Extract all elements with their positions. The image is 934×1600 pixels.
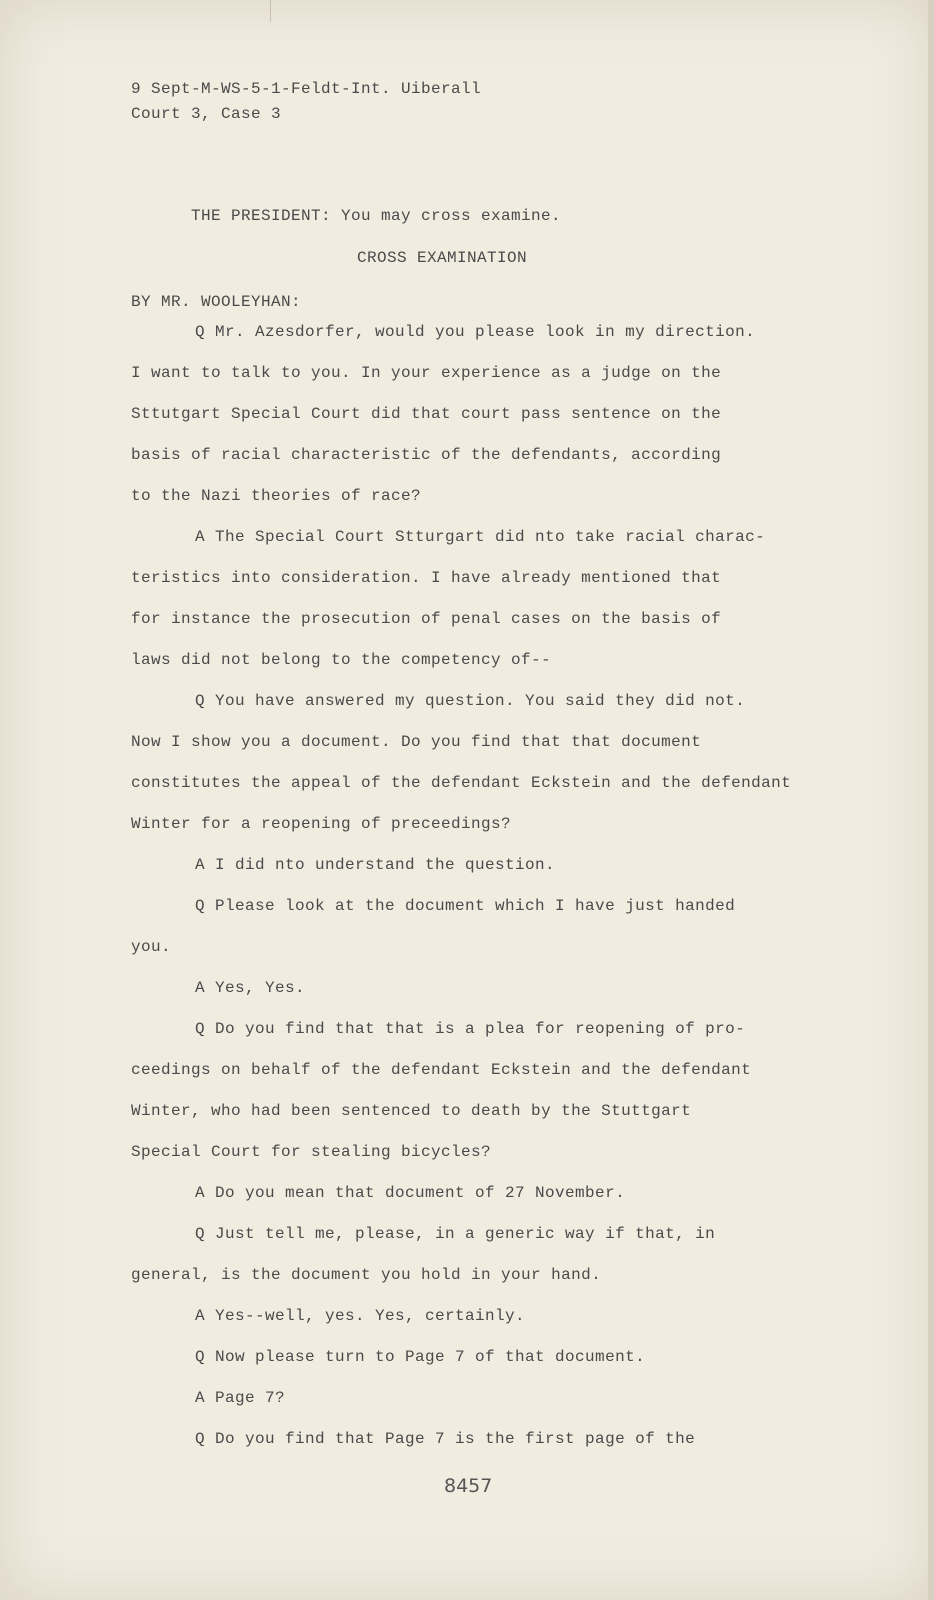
transcript-line: A Do you mean that document of 27 November.: [195, 1184, 626, 1202]
transcript-line: A The Special Court Stturgart did nto take racial charac-: [195, 528, 766, 546]
transcript-line: Special Court for stealing bicycles?: [131, 1143, 492, 1161]
transcript-line: basis of racial characteristic of the defendants, according: [131, 446, 722, 464]
presiding-statement: THE PRESIDENT: You may cross examine.: [191, 207, 562, 225]
transcript-line: Q Do you find that that is a plea for reopening of pro-: [195, 1020, 746, 1038]
transcript-line: laws did not belong to the competency of--: [131, 651, 552, 669]
transcript-line: Q Mr. Azesdorfer, would you please look in my direction.: [195, 323, 756, 341]
paper-mark: [270, 0, 271, 22]
transcript-line: I want to talk to you. In your experience as a judge on the: [131, 364, 722, 382]
header-line-2: Court 3, Case 3: [131, 105, 282, 123]
page-edge: [928, 0, 934, 1600]
transcript-line: A Page 7?: [195, 1389, 286, 1407]
transcript-line: Q Now please turn to Page 7 of that document.: [195, 1348, 646, 1366]
transcript-line: for instance the prosecution of penal cases on the basis of: [131, 610, 722, 628]
header-line-1: 9 Sept-M-WS-5-1-Feldt-Int. Uiberall: [131, 80, 482, 98]
transcript-line: Now I show you a document. Do you find that that document: [131, 733, 702, 751]
transcript-line: teristics into consideration. I have already mentioned that: [131, 569, 722, 587]
page-number: 8457: [444, 1475, 493, 1497]
transcript-line: Q You have answered my question. You said they did not.: [195, 692, 746, 710]
transcript-line: ceedings on behalf of the defendant Eckstein and the defendant: [131, 1061, 752, 1079]
transcript-line: Sttutgart Special Court did that court pass sentence on the: [131, 405, 722, 423]
transcript-line: Winter for a reopening of preceedings?: [131, 815, 512, 833]
transcript-line: Winter, who had been sentenced to death by the Stuttgart: [131, 1102, 692, 1120]
transcript-line: A Yes, Yes.: [195, 979, 306, 997]
transcript-line: to the Nazi theories of race?: [131, 487, 422, 505]
section-title: CROSS EXAMINATION: [357, 249, 528, 267]
transcript-line: you.: [131, 938, 172, 956]
transcript-line: Q Just tell me, please, in a generic way if that, in: [195, 1225, 716, 1243]
transcript-line: A Yes--well, yes. Yes, certainly.: [195, 1307, 526, 1325]
transcript-line: constitutes the appeal of the defendant Eckstein and the defendant: [131, 774, 792, 792]
transcript-line: Q Do you find that Page 7 is the first page of the: [195, 1430, 696, 1448]
transcript-line: Q Please look at the document which I have just handed: [195, 897, 736, 915]
transcript-line: general, is the document you hold in your hand.: [131, 1266, 602, 1284]
examiner-line: BY MR. WOOLEYHAN:: [131, 293, 302, 311]
transcript-line: A I did nto understand the question.: [195, 856, 556, 874]
